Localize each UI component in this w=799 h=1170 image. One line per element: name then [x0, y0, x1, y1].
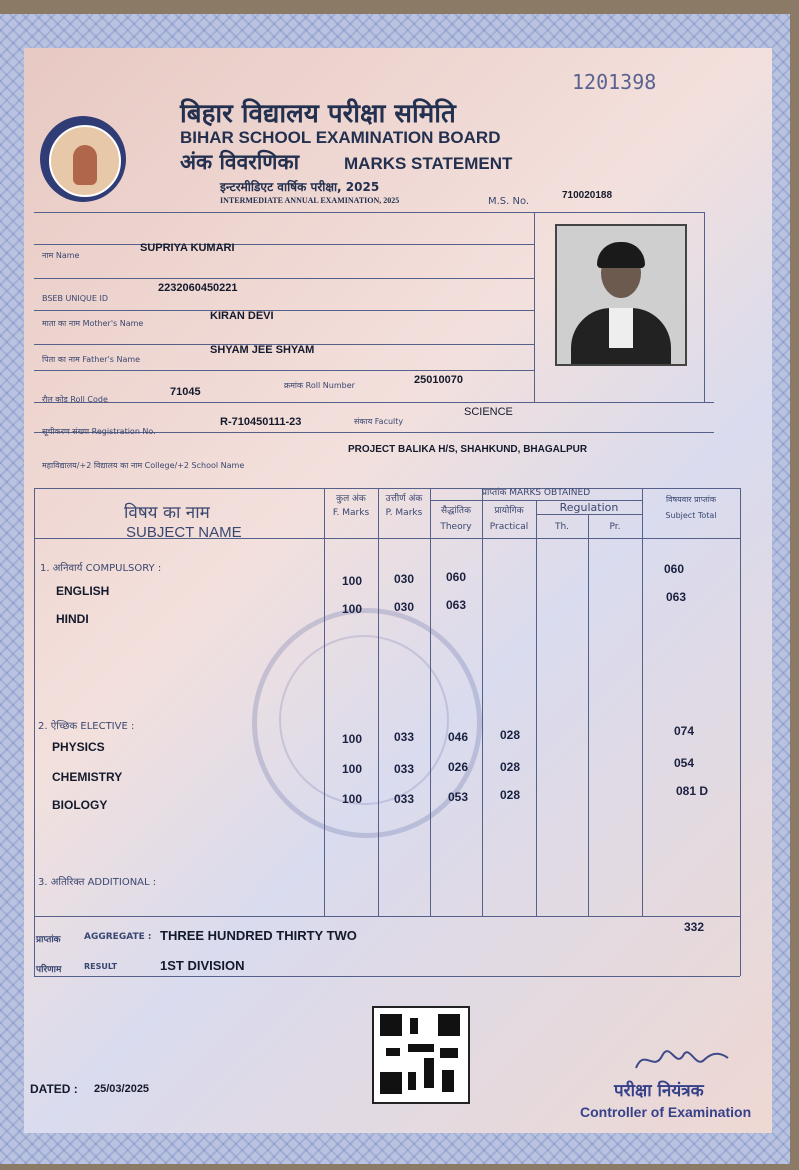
father-label: पिता का नाम Father's Name	[42, 355, 141, 364]
subject-total-value: 074	[674, 724, 695, 738]
board-seal-logo	[40, 116, 126, 202]
subject-total-value: 081 D	[676, 784, 709, 798]
college-label: महाविद्यालय/+2 विद्यालय का नाम College/+2 School Name	[42, 461, 245, 470]
aggregate-label: AGGREGATE :	[84, 932, 152, 942]
pass-marks-value: 030	[394, 572, 415, 586]
name-label: नाम Name	[42, 251, 80, 260]
roll-code-value: 71045	[170, 386, 201, 398]
father-name: SHYAM JEE SHYAM	[210, 344, 315, 356]
result-label: RESULT	[84, 962, 118, 971]
controller-title-hindi: परीक्षा नियंत्रक	[614, 1081, 704, 1101]
aggregate-total: 332	[684, 920, 705, 934]
full-marks-hindi-header: कुल अंक	[336, 494, 366, 504]
subject-total-value: 060	[664, 562, 685, 576]
practical-hindi-header: प्रायोगिक	[494, 506, 524, 516]
subject-name: BIOLOGY	[52, 798, 108, 812]
subject-name: HINDI	[56, 612, 89, 626]
subject-total-value: 063	[666, 590, 687, 604]
ms-no-label: M.S. No.	[488, 196, 530, 207]
subject-total-header: Subject Total	[665, 511, 717, 520]
theory-marks-value: 053	[448, 790, 469, 804]
pass-marks-value: 033	[394, 762, 415, 776]
mother-label: माता का नाम Mother's Name	[42, 319, 144, 328]
mother-name: KIRAN DEVI	[210, 310, 274, 322]
theory-header: Theory	[440, 522, 472, 532]
full-marks-value: 100	[342, 602, 363, 616]
subject-total-value: 054	[674, 756, 695, 770]
theory-hindi-header: सैद्धांतिक	[441, 506, 471, 516]
subject-total-hindi-header: विषयवार प्राप्तांक	[666, 495, 716, 504]
board-name-hindi: बिहार विद्यालय परीक्षा समिति	[180, 99, 456, 129]
board-name-english: BIHAR SCHOOL EXAMINATION BOARD	[180, 128, 501, 147]
roll-number-value: 25010070	[414, 374, 463, 386]
pass-marks-header: P. Marks	[385, 508, 423, 518]
pass-marks-value: 033	[394, 730, 415, 744]
dated-value: 25/03/2025	[94, 1083, 150, 1095]
elective-label: 2. ऐच्छिक ELECTIVE :	[38, 721, 135, 732]
practical-header: Practical	[489, 522, 529, 532]
compulsory-label: 1. अनिवार्य COMPULSORY :	[40, 563, 162, 574]
practical-marks-value: 028	[500, 728, 521, 742]
controller-title: Controller of Examination	[580, 1104, 752, 1120]
pass-marks-hindi-header: उत्तीर्ण अंक	[385, 494, 423, 504]
roll-number-label: क्रमांक Roll Number	[284, 381, 355, 390]
reg-practical-header: Pr.	[609, 522, 621, 532]
faculty-value: SCIENCE	[464, 406, 513, 418]
subject-name: CHEMISTRY	[52, 770, 123, 784]
pass-marks-value: 033	[394, 792, 415, 806]
marks-obtained-header: प्राप्तांक MARKS OBTAINED	[481, 488, 591, 498]
uid-value: 2232060450221	[158, 282, 238, 294]
subject-name: ENGLISH	[56, 584, 110, 598]
aggregate-words: THREE HUNDRED THIRTY TWO	[160, 928, 357, 943]
serial-number: 1201398	[572, 70, 657, 94]
full-marks-value: 100	[342, 732, 363, 746]
theory-marks-value: 026	[448, 760, 469, 774]
uid-label: BSEB UNIQUE ID	[42, 294, 108, 303]
pass-marks-value: 030	[394, 600, 415, 614]
theory-marks-value: 063	[446, 598, 467, 612]
practical-marks-value: 028	[500, 760, 521, 774]
college-name: PROJECT BALIKA H/S, SHAHKUND, BHAGALPUR	[348, 444, 588, 455]
faculty-label: संकाय Faculty	[354, 417, 404, 426]
controller-signature	[632, 1042, 732, 1078]
student-photo	[555, 224, 687, 366]
marks-sheet-inner	[24, 48, 772, 1133]
student-name: SUPRIYA KUMARI	[140, 242, 235, 254]
subject-name: PHYSICS	[52, 740, 105, 754]
regulation-header: Regulation	[559, 501, 619, 514]
subject-name-hindi-header: विषय का नाम	[124, 503, 210, 523]
reg-theory-header: Th.	[554, 522, 570, 532]
statement-hindi: अंक विवरणिका	[180, 150, 300, 174]
roll-code-label: रौल कोड Roll Code	[42, 395, 108, 404]
exam-name-hindi: इन्टरमीडिएट वार्षिक परीक्षा, 2025	[220, 180, 380, 194]
additional-label: 3. अतिरिक्त ADDITIONAL :	[38, 877, 157, 888]
registration-value: R-710450111-23	[220, 416, 302, 428]
result-label-hindi: परिणाम	[36, 965, 62, 975]
full-marks-value: 100	[342, 792, 363, 806]
marks-sheet	[0, 14, 790, 1164]
subject-name-header: SUBJECT NAME	[126, 524, 242, 541]
registration-label: सूचीकरण संख्या Registration No.	[42, 427, 156, 436]
theory-marks-value: 046	[448, 730, 469, 744]
statement-english: MARKS STATEMENT	[344, 154, 513, 173]
qr-code	[372, 1006, 470, 1104]
full-marks-value: 100	[342, 762, 363, 776]
exam-name-english: INTERMEDIATE ANNUAL EXAMINATION, 2025	[220, 196, 400, 205]
practical-marks-value: 028	[500, 788, 521, 802]
result-value: 1ST DIVISION	[160, 958, 245, 973]
theory-marks-value: 060	[446, 570, 467, 584]
aggregate-label-hindi: प्राप्तांक	[36, 935, 61, 945]
dated-label: DATED :	[30, 1082, 78, 1096]
ms-no-value: 710020188	[562, 190, 613, 201]
full-marks-header: F. Marks	[332, 508, 370, 518]
full-marks-value: 100	[342, 574, 363, 588]
